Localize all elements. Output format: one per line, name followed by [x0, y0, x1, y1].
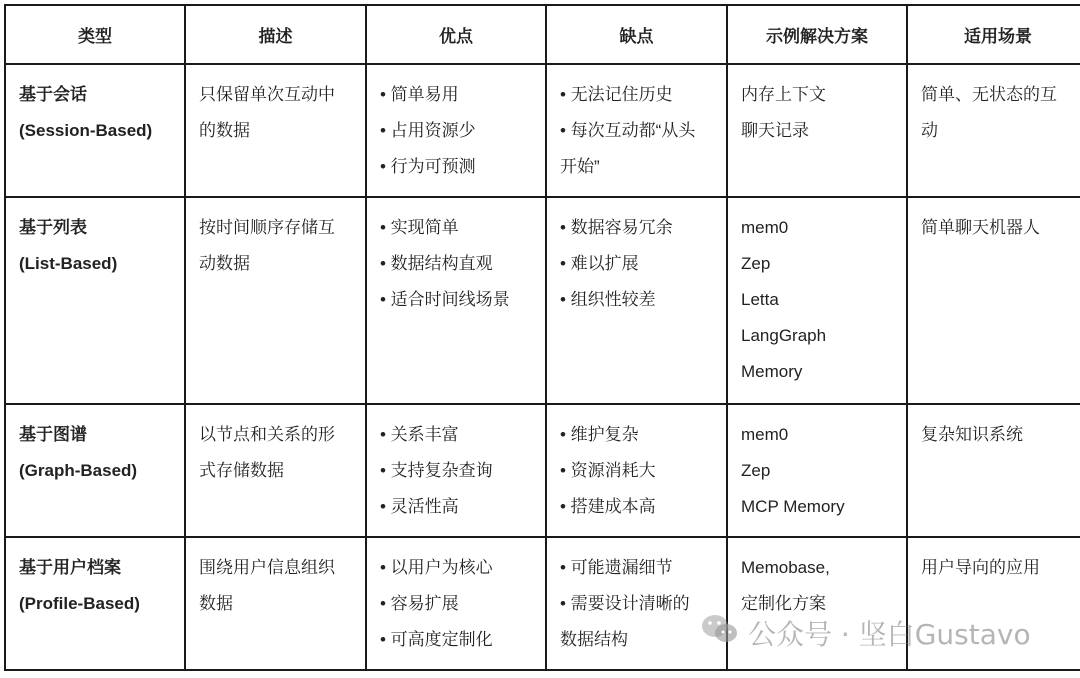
table-row: [5, 197, 1080, 404]
cell-line: • 每次互动都“从头: [560, 121, 696, 140]
cell-line: • 灵活性高: [380, 497, 459, 516]
cell-line: (Session-Based): [19, 121, 153, 140]
cell-description: [185, 197, 366, 404]
header-pros: 优点: [366, 5, 546, 64]
header-description: 描述: [185, 5, 366, 64]
cell-line: 式存储数据: [199, 461, 284, 480]
cell-line: 动数据: [199, 254, 250, 273]
cell-examples: [727, 197, 907, 404]
cell-type: [5, 197, 185, 404]
cell-line: 开始”: [560, 157, 600, 176]
header-type: 类型: [5, 5, 185, 64]
cell-line: 简单聊天机器人: [921, 218, 1040, 237]
cell-line: • 组织性较差: [560, 290, 656, 309]
cell-line: 聊天记录: [741, 121, 809, 140]
cell-line: 以节点和关系的形: [199, 425, 335, 444]
cell-line: 围绕用户信息组织: [199, 558, 335, 577]
header-row: [5, 5, 1080, 64]
cell-line: • 资源消耗大: [560, 461, 656, 480]
cell-line: • 实现简单: [380, 218, 459, 237]
cell-type: [5, 404, 185, 537]
cell-line: 简单、无状态的互: [921, 85, 1057, 104]
table-row: [5, 64, 1080, 197]
cell-line: • 无法记住历史: [560, 85, 673, 104]
cell-line: 用户导向的应用: [921, 558, 1040, 577]
cell-pros: [366, 64, 546, 197]
cell-line: Zep: [741, 461, 771, 480]
cell-line: • 以用户为核心: [380, 558, 493, 577]
cell-description: [185, 64, 366, 197]
cell-line: • 容易扩展: [380, 594, 459, 613]
cell-cons: [546, 64, 727, 197]
cell-line: 按时间顺序存储互: [199, 218, 335, 237]
cell-line: 基于用户档案: [19, 558, 121, 577]
cell-line: mem0: [741, 425, 789, 444]
cell-line: 只保留单次互动中: [199, 85, 335, 104]
watermark-text: 公众号 · 坚白Gustavo: [748, 617, 1031, 651]
cell-use-cases: [907, 197, 1080, 404]
header-cons: 缺点: [546, 5, 727, 64]
cell-line: 数据: [199, 594, 233, 613]
cell-line: • 行为可预测: [380, 157, 476, 176]
cell-line: • 简单易用: [380, 85, 459, 104]
cell-type: [5, 64, 185, 197]
cell-line: Letta: [741, 290, 779, 309]
watermark: [700, 612, 1031, 653]
cell-line: • 搭建成本高: [560, 497, 656, 516]
cell-line: • 数据结构直观: [380, 254, 493, 273]
cell-line: • 维护复杂: [560, 425, 639, 444]
cell-line: • 适合时间线场景: [380, 290, 510, 309]
cell-line: MCP Memory: [741, 497, 845, 516]
cell-line: • 数据容易冗余: [560, 218, 673, 237]
cell-pros: [366, 404, 546, 537]
cell-line: Memory: [741, 362, 803, 381]
cell-line: Memobase,: [741, 558, 830, 577]
header-examples: 示例解决方案: [727, 5, 907, 64]
cell-line: 基于会话: [19, 85, 87, 104]
cell-line: (Graph-Based): [19, 461, 138, 480]
wechat-icon: [700, 612, 740, 653]
cell-type: [5, 537, 185, 670]
cell-line: (Profile-Based): [19, 594, 140, 613]
cell-line: mem0: [741, 218, 789, 237]
cell-pros: [366, 537, 546, 670]
cell-examples: [727, 64, 907, 197]
cell-line: • 可能遗漏细节: [560, 558, 673, 577]
cell-line: LangGraph: [741, 326, 827, 345]
cell-pros: [366, 197, 546, 404]
header-use-cases: 适用场景: [907, 5, 1080, 64]
cell-line: • 可高度定制化: [380, 630, 493, 649]
cell-line: 定制化方案: [741, 594, 826, 613]
cell-line: 的数据: [199, 121, 250, 140]
cell-examples: [727, 404, 907, 537]
cell-line: 内存上下文: [741, 85, 826, 104]
cell-line: Zep: [741, 254, 771, 273]
cell-line: • 难以扩展: [560, 254, 639, 273]
cell-line: 数据结构: [560, 630, 628, 649]
cell-line: (List-Based): [19, 254, 118, 273]
cell-line: • 关系丰富: [380, 425, 459, 444]
cell-line: 动: [921, 121, 938, 140]
cell-description: [185, 404, 366, 537]
cell-description: [185, 537, 366, 670]
cell-line: • 需要设计清晰的: [560, 594, 690, 613]
cell-line: • 支持复杂查询: [380, 461, 493, 480]
cell-line: 基于图谱: [19, 425, 87, 444]
cell-line: 复杂知识系统: [921, 425, 1023, 444]
cell-line: 基于列表: [19, 218, 87, 237]
cell-use-cases: [907, 404, 1080, 537]
memory-types-table: [4, 4, 1080, 671]
table-row: [5, 404, 1080, 537]
cell-cons: [546, 404, 727, 537]
cell-use-cases: [907, 64, 1080, 197]
cell-cons: [546, 197, 727, 404]
cell-line: • 占用资源少: [380, 121, 476, 140]
